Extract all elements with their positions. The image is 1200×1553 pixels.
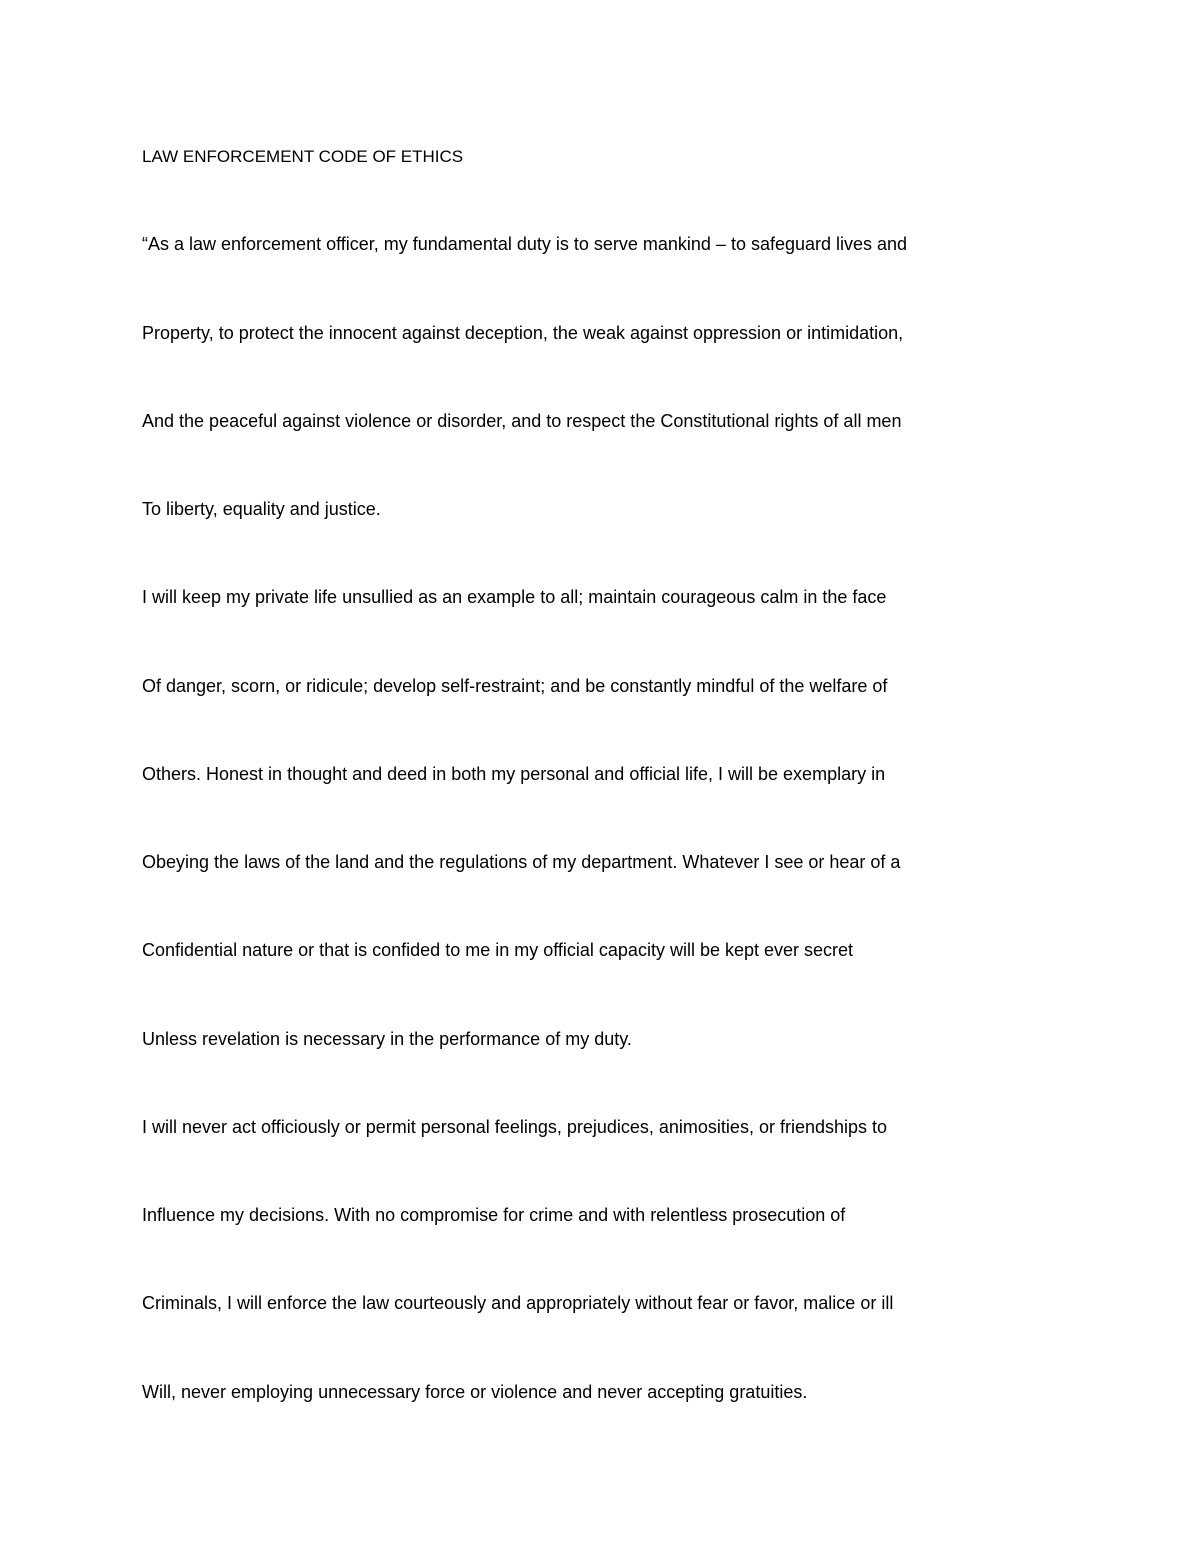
text-line: Others. Honest in thought and deed in both my personal and official life, I will be exemplary in	[142, 764, 886, 784]
text-line: Obeying the laws of the land and the regulations of my department. Whatever I see or hear of a	[142, 852, 901, 872]
text-line: Will, never employing unnecessary force or violence and never accepting gratuities.	[142, 1382, 808, 1402]
text-line: Influence my decisions. With no compromise for crime and with relentless prosecution of	[142, 1205, 846, 1225]
document-title: LAW ENFORCEMENT CODE OF ETHICS	[142, 147, 464, 166]
text-line: Property, to protect the innocent against deception, the weak against oppression or intimidation,	[142, 323, 904, 343]
text-line: Criminals, I will enforce the law courteously and appropriately without fear or favor, malice or ill	[142, 1293, 894, 1313]
text-line: I will keep my private life unsullied as an example to all; maintain courageous calm in the face	[142, 587, 887, 607]
text-line: I will never act officiously or permit personal feelings, prejudices, animosities, or friendships to	[142, 1117, 888, 1137]
text-line: Of danger, scorn, or ridicule; develop self-restraint; and be constantly mindful of the welfare of	[142, 676, 888, 696]
text-line: And the peaceful against violence or disorder, and to respect the Constitutional rights of all men	[142, 411, 902, 431]
text-line: Unless revelation is necessary in the performance of my duty.	[142, 1029, 632, 1049]
text-line: “As a law enforcement officer, my fundamental duty is to serve mankind – to safeguard lives and	[142, 234, 908, 254]
text-line: Confidential nature or that is confided to me in my official capacity will be kept ever secret	[142, 940, 854, 960]
text-line: To liberty, equality and justice.	[142, 499, 381, 519]
